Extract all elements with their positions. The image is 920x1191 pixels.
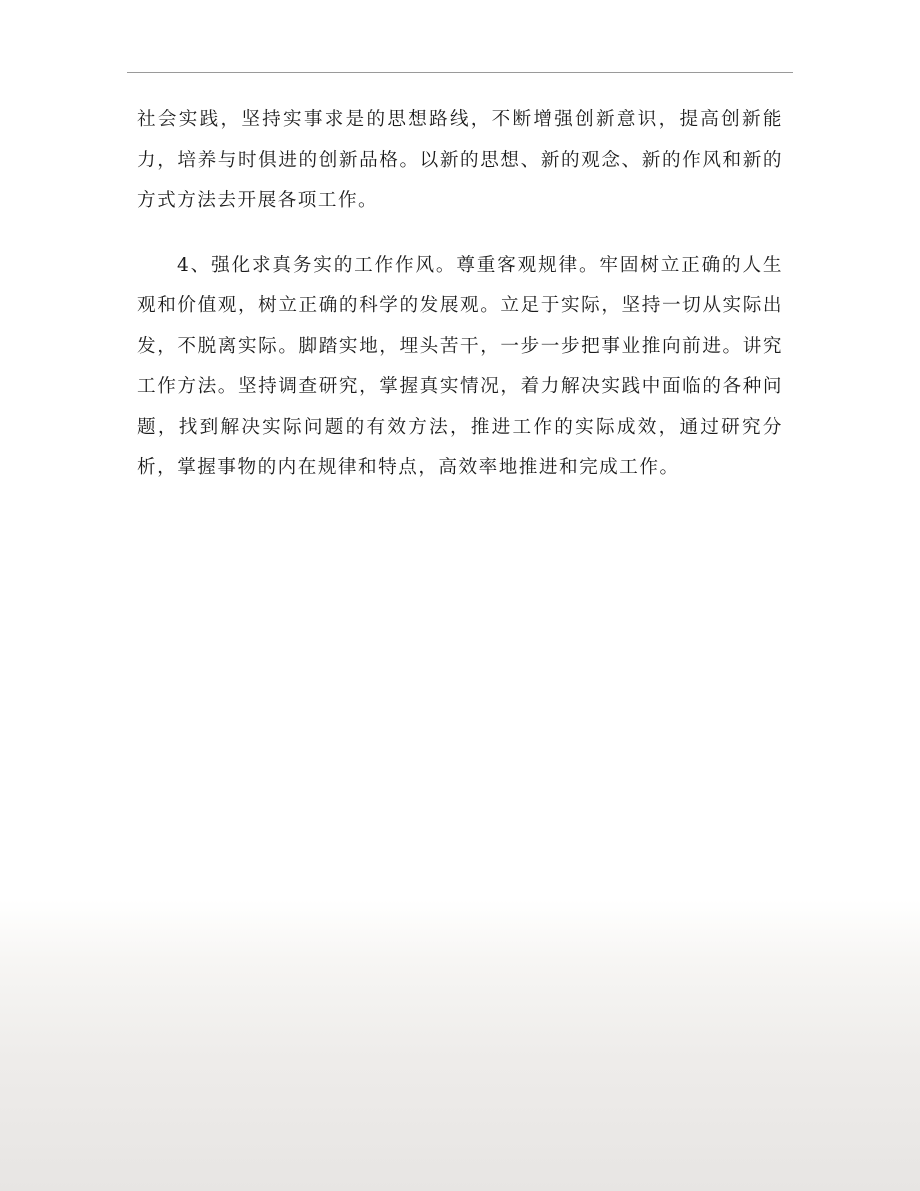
document-body xyxy=(137,100,783,489)
header-divider xyxy=(127,72,793,73)
paragraph-work-style: 4、强化求真务实的工作作风。尊重客观规律。牢固树立正确的人生观和价值观，树立正确的科学的发展观。立足于实际，坚持一切从实际出发，不脱离实际。脚踏实地，埋头苦干，一步一步把事业推向前进。讲究工作方法。坚持调查研究，掌握真实情况，着力解决实践中面临的各种问题，找到解决实际问题的有效方法，推进工作的实际成效，通过研究分析，掌握事物的内在规律和特点，高效率地推进和完成工作。 xyxy=(137,254,783,478)
paragraph-continuation: 社会实践，坚持实事求是的思想路线，不断增强创新意识，提高创新能力，培养与时俱进的创新品格。以新的思想、新的观念、新的作风和新的方式方法去开展各项工作。 xyxy=(137,109,783,211)
